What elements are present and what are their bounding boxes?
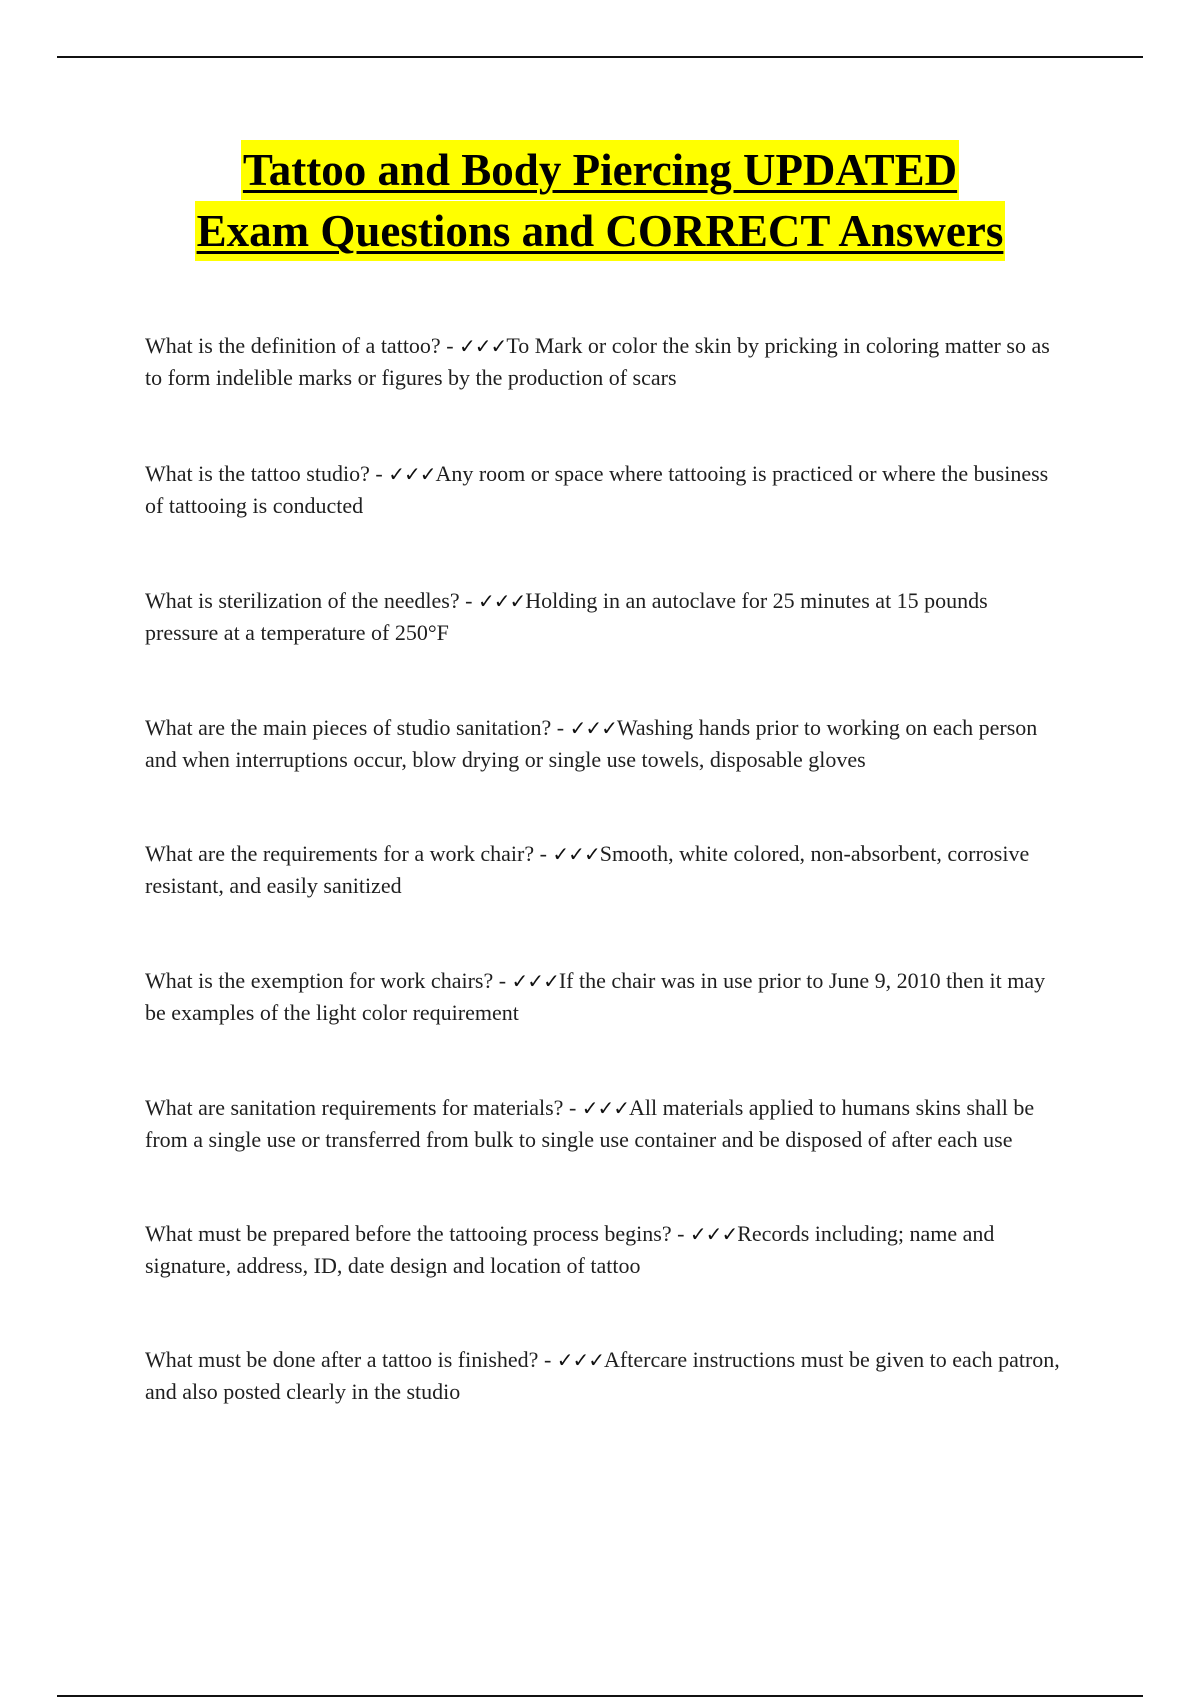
qa-item	[145, 712, 1065, 775]
separator: -	[459, 588, 478, 613]
check-marks-icon: ✓✓✓	[581, 1096, 630, 1120]
check-marks-icon: ✓✓✓	[689, 1222, 738, 1246]
answer-text: Smooth, white colored, non-absorbent, corrosive resistant, and easily sanitized	[145, 841, 1030, 898]
question-text: What is the exemption for work chairs?	[145, 968, 494, 993]
separator: -	[440, 333, 460, 358]
qa-item	[145, 965, 1065, 1028]
qa-item	[145, 1218, 1065, 1281]
qa-item	[145, 458, 1065, 521]
separator: -	[538, 1347, 557, 1372]
question-text: What are sanitation requirements for materials?	[145, 1095, 564, 1120]
question-text: What is sterilization of the needles?	[145, 588, 460, 613]
answer-text: Holding in an autoclave for 25 minutes at 15 pounds pressure at a temperature of 250°F	[145, 588, 988, 645]
question-text: What are the requirements for a work chair?	[145, 841, 535, 866]
question-text: What is the definition of a tattoo?	[145, 333, 441, 358]
answer-text: Aftercare instructions must be given to each patron, and also posted clearly in the studio	[145, 1347, 1060, 1404]
top-rule	[57, 56, 1143, 58]
check-marks-icon: ✓✓✓	[511, 969, 559, 993]
question-text: What must be done after a tattoo is finished?	[145, 1347, 539, 1372]
bottom-rule	[57, 1695, 1143, 1697]
separator: -	[671, 1221, 690, 1246]
answer-text: Any room or space where tattooing is practiced or where the business of tattooing is conducted	[145, 461, 1049, 518]
qa-item	[145, 330, 1065, 393]
separator: -	[369, 461, 389, 486]
answer-text: Washing hands prior to working on each person and when interruptions occur, blow drying or single use towels, disposable gloves	[145, 715, 1038, 772]
qa-item	[145, 1092, 1065, 1155]
separator: -	[534, 841, 553, 866]
check-marks-icon: ✓✓✓	[556, 1348, 605, 1372]
check-marks-icon: ✓✓✓	[459, 334, 507, 358]
check-marks-icon: ✓✓✓	[552, 842, 600, 866]
qa-list	[145, 330, 1065, 1407]
check-marks-icon: ✓✓✓	[388, 462, 436, 486]
separator: -	[551, 715, 570, 740]
title-line-2: Exam Questions and CORRECT Answers	[195, 201, 1006, 261]
qa-item	[145, 838, 1065, 901]
question-text: What must be prepared before the tattooing process begins?	[145, 1221, 672, 1246]
answer-text: All materials applied to humans skins shall be from a single use or transferred from bulk to single use container and be disposed of after each use	[145, 1095, 1035, 1152]
separator: -	[563, 1095, 582, 1120]
question-text: What is the tattoo studio?	[145, 461, 370, 486]
document-title	[0, 140, 1200, 262]
title-line-1: Tattoo and Body Piercing UPDATED	[241, 140, 959, 200]
answer-text: To Mark or color the skin by pricking in coloring matter so as to form indelible marks or figures by the production of scars	[145, 333, 1050, 390]
answer-text: If the chair was in use prior to June 9, 2010 then it may be examples of the light color requirement	[145, 968, 1046, 1025]
check-marks-icon: ✓✓✓	[569, 716, 617, 740]
check-marks-icon: ✓✓✓	[477, 589, 526, 613]
qa-item	[145, 1344, 1065, 1407]
answer-text: Records including; name and signature, address, ID, date design and location of tattoo	[145, 1221, 995, 1278]
separator: -	[493, 968, 512, 993]
qa-item	[145, 585, 1065, 648]
question-text: What are the main pieces of studio sanitation?	[145, 715, 552, 740]
